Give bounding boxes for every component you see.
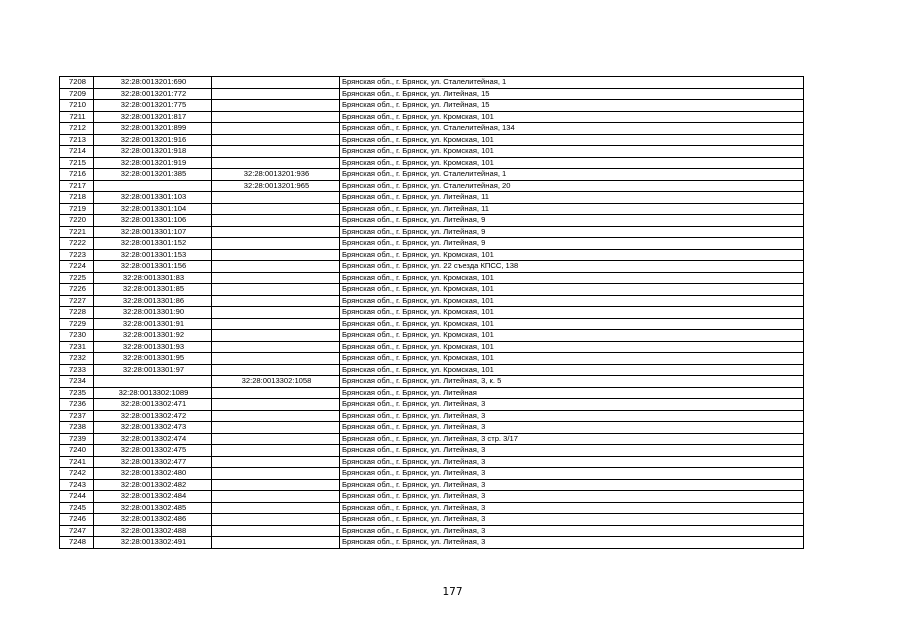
cadastral-number-cell: 32:28:0013302:491 xyxy=(94,537,212,549)
address-cell: Брянская обл., г. Брянск, ул. Литейная, 15 xyxy=(340,88,804,100)
address-cell: Брянская обл., г. Брянск, ул. Кромская, 101 xyxy=(340,111,804,123)
address-cell: Брянская обл., г. Брянск, ул. Кромская, 101 xyxy=(340,295,804,307)
row-number-cell: 7225 xyxy=(60,272,94,284)
cadastral-number-cell: 32:28:0013201:817 xyxy=(94,111,212,123)
cadastral-number-cell: 32:28:0013201:385 xyxy=(94,169,212,181)
cadastral-number-cell: 32:28:0013302:472 xyxy=(94,410,212,422)
address-cell: Брянская обл., г. Брянск, ул. Сталелитейная, 20 xyxy=(340,180,804,192)
address-cell: Брянская обл., г. Брянск, ул. Литейная, 3 xyxy=(340,514,804,526)
cadastral-number-cell: 32:28:0013301:83 xyxy=(94,272,212,284)
row-number-cell: 7234 xyxy=(60,376,94,388)
address-cell: Брянская обл., г. Брянск, ул. Литейная, 9 xyxy=(340,215,804,227)
table-row xyxy=(60,318,804,330)
cadastral-number-cell: 32:28:0013301:86 xyxy=(94,295,212,307)
address-cell: Брянская обл., г. Брянск, ул. Кромская, 101 xyxy=(340,146,804,158)
row-number-cell: 7239 xyxy=(60,433,94,445)
cadastral-number-cell: 32:28:0013302:482 xyxy=(94,479,212,491)
cadastral-number-cell: 32:28:0013301:104 xyxy=(94,203,212,215)
table-row xyxy=(60,88,804,100)
related-cadastral-number-cell xyxy=(212,226,340,238)
row-number-cell: 7227 xyxy=(60,295,94,307)
cadastral-number-cell: 32:28:0013302:477 xyxy=(94,456,212,468)
address-cell: Брянская обл., г. Брянск, ул. Литейная, 3 xyxy=(340,537,804,549)
row-number-cell: 7216 xyxy=(60,169,94,181)
address-cell: Брянская обл., г. Брянск, ул. Кромская, 101 xyxy=(340,249,804,261)
table-row xyxy=(60,399,804,411)
table-row xyxy=(60,226,804,238)
row-number-cell: 7221 xyxy=(60,226,94,238)
related-cadastral-number-cell xyxy=(212,537,340,549)
row-number-cell: 7212 xyxy=(60,123,94,135)
table-row xyxy=(60,433,804,445)
row-number-cell: 7241 xyxy=(60,456,94,468)
table-row xyxy=(60,272,804,284)
table-row xyxy=(60,192,804,204)
related-cadastral-number-cell xyxy=(212,318,340,330)
cadastral-number-cell: 32:28:0013302:471 xyxy=(94,399,212,411)
address-cell: Брянская обл., г. Брянск, ул. Литейная, 3 xyxy=(340,456,804,468)
row-number-cell: 7228 xyxy=(60,307,94,319)
cadastral-number-cell: 32:28:0013302:480 xyxy=(94,468,212,480)
table-row xyxy=(60,387,804,399)
table-row xyxy=(60,422,804,434)
row-number-cell: 7233 xyxy=(60,364,94,376)
address-cell: Брянская обл., г. Брянск, ул. Кромская, 101 xyxy=(340,318,804,330)
address-cell: Брянская обл., г. Брянск, ул. Литейная, 15 xyxy=(340,100,804,112)
related-cadastral-number-cell: 32:28:0013201:936 xyxy=(212,169,340,181)
related-cadastral-number-cell xyxy=(212,445,340,457)
address-cell: Брянская обл., г. Брянск, ул. Литейная, 9 xyxy=(340,226,804,238)
table-row xyxy=(60,169,804,181)
table-row xyxy=(60,341,804,353)
related-cadastral-number-cell xyxy=(212,433,340,445)
related-cadastral-number-cell xyxy=(212,249,340,261)
address-cell: Брянская обл., г. Брянск, ул. Литейная, 3 xyxy=(340,525,804,537)
address-cell: Брянская обл., г. Брянск, ул. Кромская, 101 xyxy=(340,272,804,284)
table-row xyxy=(60,77,804,89)
related-cadastral-number-cell xyxy=(212,468,340,480)
table-row xyxy=(60,330,804,342)
related-cadastral-number-cell xyxy=(212,77,340,89)
row-number-cell: 7220 xyxy=(60,215,94,227)
cadastral-number-cell: 32:28:0013301:107 xyxy=(94,226,212,238)
table-row xyxy=(60,514,804,526)
cadastral-number-cell: 32:28:0013301:103 xyxy=(94,192,212,204)
cadastral-number-cell: 32:28:0013201:772 xyxy=(94,88,212,100)
table-row xyxy=(60,410,804,422)
cadastral-number-cell: 32:28:0013201:775 xyxy=(94,100,212,112)
address-cell: Брянская обл., г. Брянск, ул. Кромская, 101 xyxy=(340,330,804,342)
address-cell: Брянская обл., г. Брянск, ул. Кромская, 101 xyxy=(340,157,804,169)
table-row xyxy=(60,525,804,537)
related-cadastral-number-cell xyxy=(212,479,340,491)
row-number-cell: 7219 xyxy=(60,203,94,215)
address-cell: Брянская обл., г. Брянск, ул. Литейная, 11 xyxy=(340,192,804,204)
table-row xyxy=(60,307,804,319)
table-row xyxy=(60,249,804,261)
related-cadastral-number-cell xyxy=(212,341,340,353)
table-row xyxy=(60,238,804,250)
address-cell: Брянская обл., г. Брянск, ул. Кромская, 101 xyxy=(340,307,804,319)
row-number-cell: 7217 xyxy=(60,180,94,192)
address-cell: Брянская обл., г. Брянск, ул. Кромская, 101 xyxy=(340,284,804,296)
address-cell: Брянская обл., г. Брянск, ул. Литейная, 3 xyxy=(340,479,804,491)
table-row xyxy=(60,215,804,227)
cadastral-number-cell: 32:28:0013302:484 xyxy=(94,491,212,503)
table-row xyxy=(60,157,804,169)
related-cadastral-number-cell xyxy=(212,146,340,158)
address-cell: Брянская обл., г. Брянск, ул. Литейная, 3 xyxy=(340,491,804,503)
address-cell: Брянская обл., г. Брянск, ул. Кромская, 101 xyxy=(340,353,804,365)
related-cadastral-number-cell xyxy=(212,261,340,273)
cadastral-number-cell: 32:28:0013302:474 xyxy=(94,433,212,445)
row-number-cell: 7213 xyxy=(60,134,94,146)
address-cell: Брянская обл., г. Брянск, ул. Литейная, 9 xyxy=(340,238,804,250)
cadastral-number-cell: 32:28:0013302:475 xyxy=(94,445,212,457)
row-number-cell: 7244 xyxy=(60,491,94,503)
table-row xyxy=(60,537,804,549)
related-cadastral-number-cell xyxy=(212,410,340,422)
cadastral-number-cell: 32:28:0013201:916 xyxy=(94,134,212,146)
row-number-cell: 7211 xyxy=(60,111,94,123)
related-cadastral-number-cell xyxy=(212,387,340,399)
address-cell: Брянская обл., г. Брянск, ул. Литейная, 3 xyxy=(340,410,804,422)
related-cadastral-number-cell xyxy=(212,514,340,526)
table-row xyxy=(60,479,804,491)
table-row xyxy=(60,134,804,146)
cadastral-number-cell: 32:28:0013301:92 xyxy=(94,330,212,342)
address-cell: Брянская обл., г. Брянск, ул. Литейная, 3 xyxy=(340,468,804,480)
row-number-cell: 7238 xyxy=(60,422,94,434)
table-row xyxy=(60,445,804,457)
related-cadastral-number-cell xyxy=(212,307,340,319)
table-row xyxy=(60,180,804,192)
cadastral-number-cell: 32:28:0013201:919 xyxy=(94,157,212,169)
cadastral-number-cell: 32:28:0013302:488 xyxy=(94,525,212,537)
cadastral-number-cell: 32:28:0013301:152 xyxy=(94,238,212,250)
row-number-cell: 7224 xyxy=(60,261,94,273)
row-number-cell: 7247 xyxy=(60,525,94,537)
address-cell: Брянская обл., г. Брянск, ул. Литейная, 3 xyxy=(340,445,804,457)
row-number-cell: 7208 xyxy=(60,77,94,89)
cadastral-number-cell: 32:28:0013201:690 xyxy=(94,77,212,89)
table-row xyxy=(60,468,804,480)
address-cell: Брянская обл., г. Брянск, ул. Кромская, 101 xyxy=(340,341,804,353)
row-number-cell: 7245 xyxy=(60,502,94,514)
table-row xyxy=(60,123,804,135)
related-cadastral-number-cell xyxy=(212,134,340,146)
related-cadastral-number-cell xyxy=(212,422,340,434)
table-row xyxy=(60,295,804,307)
address-cell: Брянская обл., г. Брянск, ул. Сталелитейная, 134 xyxy=(340,123,804,135)
row-number-cell: 7215 xyxy=(60,157,94,169)
related-cadastral-number-cell xyxy=(212,399,340,411)
cadastral-number-cell: 32:28:0013302:473 xyxy=(94,422,212,434)
related-cadastral-number-cell xyxy=(212,284,340,296)
cadastral-number-cell: 32:28:0013301:91 xyxy=(94,318,212,330)
row-number-cell: 7242 xyxy=(60,468,94,480)
table-row xyxy=(60,353,804,365)
address-cell: Брянская обл., г. Брянск, ул. Литейная, 11 xyxy=(340,203,804,215)
row-number-cell: 7232 xyxy=(60,353,94,365)
row-number-cell: 7222 xyxy=(60,238,94,250)
row-number-cell: 7226 xyxy=(60,284,94,296)
table-row xyxy=(60,491,804,503)
address-cell: Брянская обл., г. Брянск, ул. Литейная, 3 xyxy=(340,422,804,434)
related-cadastral-number-cell xyxy=(212,238,340,250)
row-number-cell: 7231 xyxy=(60,341,94,353)
address-cell: Брянская обл., г. Брянск, ул. Литейная, 3, к. 5 xyxy=(340,376,804,388)
cadastral-number-cell: 32:28:0013301:95 xyxy=(94,353,212,365)
related-cadastral-number-cell xyxy=(212,272,340,284)
table-row xyxy=(60,203,804,215)
table-row xyxy=(60,502,804,514)
related-cadastral-number-cell xyxy=(212,295,340,307)
related-cadastral-number-cell: 32:28:0013302:1058 xyxy=(212,376,340,388)
cadastral-number-cell: 32:28:0013301:93 xyxy=(94,341,212,353)
table-row xyxy=(60,284,804,296)
related-cadastral-number-cell xyxy=(212,525,340,537)
related-cadastral-number-cell xyxy=(212,364,340,376)
cadastral-number-cell: 32:28:0013201:899 xyxy=(94,123,212,135)
cadastral-number-cell: 32:28:0013301:156 xyxy=(94,261,212,273)
cadastral-number-cell: 32:28:0013302:486 xyxy=(94,514,212,526)
row-number-cell: 7210 xyxy=(60,100,94,112)
page-number: 177 xyxy=(442,586,463,598)
address-cell: Брянская обл., г. Брянск, ул. Сталелитейная, 1 xyxy=(340,77,804,89)
row-number-cell: 7218 xyxy=(60,192,94,204)
cadastral-number-cell: 32:28:0013301:106 xyxy=(94,215,212,227)
cadastral-number-cell: 32:28:0013301:97 xyxy=(94,364,212,376)
address-cell: Брянская обл., г. Брянск, ул. Кромская, 101 xyxy=(340,364,804,376)
row-number-cell: 7230 xyxy=(60,330,94,342)
cadastral-number-cell: 32:28:0013301:153 xyxy=(94,249,212,261)
row-number-cell: 7223 xyxy=(60,249,94,261)
table-row xyxy=(60,146,804,158)
table-row xyxy=(60,261,804,273)
table-row xyxy=(60,100,804,112)
related-cadastral-number-cell xyxy=(212,88,340,100)
row-number-cell: 7229 xyxy=(60,318,94,330)
address-cell: Брянская обл., г. Брянск, ул. Кромская, 101 xyxy=(340,134,804,146)
row-number-cell: 7243 xyxy=(60,479,94,491)
related-cadastral-number-cell xyxy=(212,330,340,342)
address-cell: Брянская обл., г. Брянск, ул. Литейная, 3 xyxy=(340,502,804,514)
related-cadastral-number-cell xyxy=(212,215,340,227)
table-row xyxy=(60,111,804,123)
row-number-cell: 7248 xyxy=(60,537,94,549)
row-number-cell: 7235 xyxy=(60,387,94,399)
address-cell: Брянская обл., г. Брянск, ул. 22 съезда КПСС, 138 xyxy=(340,261,804,273)
table-row xyxy=(60,376,804,388)
related-cadastral-number-cell xyxy=(212,203,340,215)
related-cadastral-number-cell xyxy=(212,491,340,503)
row-number-cell: 7209 xyxy=(60,88,94,100)
cadastral-number-cell: 32:28:0013302:1089 xyxy=(94,387,212,399)
related-cadastral-number-cell xyxy=(212,111,340,123)
related-cadastral-number-cell xyxy=(212,192,340,204)
row-number-cell: 7240 xyxy=(60,445,94,457)
related-cadastral-number-cell xyxy=(212,502,340,514)
cadastral-number-cell: 32:28:0013302:485 xyxy=(94,502,212,514)
address-cell: Брянская обл., г. Брянск, ул. Литейная, 3 xyxy=(340,399,804,411)
related-cadastral-number-cell xyxy=(212,157,340,169)
table-row xyxy=(60,364,804,376)
table-body xyxy=(60,77,804,549)
cadastral-number-cell: 32:28:0013301:85 xyxy=(94,284,212,296)
related-cadastral-number-cell xyxy=(212,123,340,135)
row-number-cell: 7246 xyxy=(60,514,94,526)
address-cell: Брянская обл., г. Брянск, ул. Сталелитейная, 1 xyxy=(340,169,804,181)
row-number-cell: 7236 xyxy=(60,399,94,411)
table-row xyxy=(60,456,804,468)
cadastral-number-cell: 32:28:0013301:90 xyxy=(94,307,212,319)
cadastral-table xyxy=(59,76,804,549)
related-cadastral-number-cell xyxy=(212,100,340,112)
cadastral-number-cell xyxy=(94,376,212,388)
address-cell: Брянская обл., г. Брянск, ул. Литейная xyxy=(340,387,804,399)
row-number-cell: 7237 xyxy=(60,410,94,422)
related-cadastral-number-cell xyxy=(212,456,340,468)
related-cadastral-number-cell xyxy=(212,353,340,365)
related-cadastral-number-cell: 32:28:0013201:965 xyxy=(212,180,340,192)
cadastral-number-cell: 32:28:0013201:918 xyxy=(94,146,212,158)
address-cell: Брянская обл., г. Брянск, ул. Литейная, 3 стр. 3/17 xyxy=(340,433,804,445)
row-number-cell: 7214 xyxy=(60,146,94,158)
cadastral-number-cell xyxy=(94,180,212,192)
